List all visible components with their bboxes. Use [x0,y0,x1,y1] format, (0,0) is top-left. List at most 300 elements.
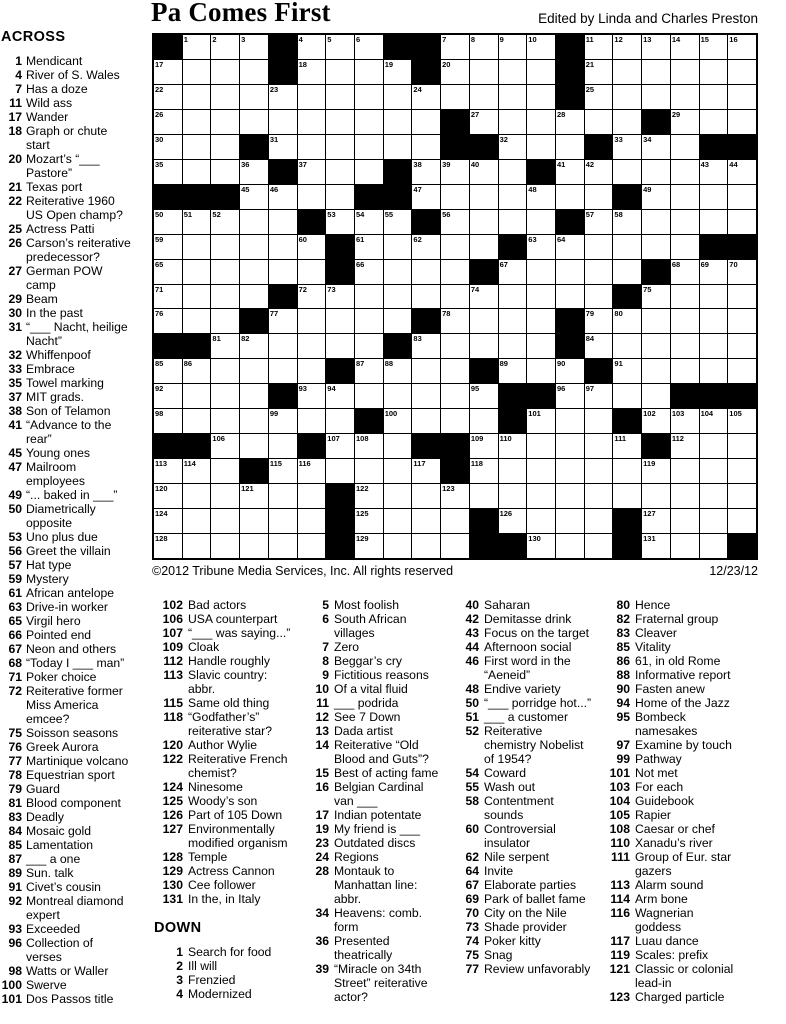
grid-cell[interactable] [240,384,268,408]
grid-cell[interactable] [585,509,613,533]
grid-cell[interactable] [499,509,527,533]
grid-cell[interactable] [470,434,498,458]
grid-cell[interactable] [441,534,469,558]
grid-cell[interactable] [556,160,584,184]
grid-cell[interactable] [298,160,326,184]
grid-cell[interactable] [355,110,383,134]
grid-cell[interactable] [642,235,670,259]
grid-cell[interactable] [671,484,699,508]
grid-cell[interactable] [211,35,239,59]
grid-cell[interactable] [412,334,440,358]
grid-cell[interactable] [298,185,326,209]
grid-cell[interactable] [642,85,670,109]
grid-cell[interactable] [700,185,728,209]
grid-cell[interactable] [585,60,613,84]
grid-cell[interactable] [642,35,670,59]
grid-cell[interactable] [585,210,613,234]
grid-cell[interactable] [384,384,412,408]
grid-cell[interactable] [384,509,412,533]
grid-cell[interactable] [355,384,383,408]
grid-cell[interactable] [412,384,440,408]
grid-cell[interactable] [412,185,440,209]
grid-cell[interactable] [671,334,699,358]
grid-cell[interactable] [728,359,756,383]
grid-cell[interactable] [470,60,498,84]
grid-cell[interactable] [585,384,613,408]
grid-cell[interactable] [671,359,699,383]
grid-cell[interactable] [269,434,297,458]
grid-cell[interactable] [441,85,469,109]
grid-cell[interactable] [384,359,412,383]
grid-cell[interactable] [154,135,182,159]
grid-cell[interactable] [499,185,527,209]
grid-cell[interactable] [240,434,268,458]
grid-cell[interactable] [412,534,440,558]
grid-cell[interactable] [499,85,527,109]
grid-cell[interactable] [384,235,412,259]
grid-cell[interactable] [700,160,728,184]
grid-cell[interactable] [355,534,383,558]
grid-cell[interactable] [642,334,670,358]
grid-cell[interactable] [556,434,584,458]
grid-cell[interactable] [240,235,268,259]
grid-cell[interactable] [527,484,555,508]
grid-cell[interactable] [556,409,584,433]
grid-cell[interactable] [269,85,297,109]
grid-cell[interactable] [585,334,613,358]
grid-cell[interactable] [556,509,584,533]
grid-cell[interactable] [527,359,555,383]
grid-cell[interactable] [211,285,239,309]
grid-cell[interactable] [671,135,699,159]
grid-cell[interactable] [240,210,268,234]
grid-cell[interactable] [441,309,469,333]
grid-cell[interactable] [355,260,383,284]
grid-cell[interactable] [728,334,756,358]
grid-cell[interactable] [671,210,699,234]
grid-cell[interactable] [412,85,440,109]
grid-cell[interactable] [613,110,641,134]
grid-cell[interactable] [728,210,756,234]
grid-cell[interactable] [269,309,297,333]
grid-cell[interactable] [700,334,728,358]
grid-cell[interactable] [183,110,211,134]
grid-cell[interactable] [441,334,469,358]
grid-cell[interactable] [671,235,699,259]
grid-cell[interactable] [183,235,211,259]
grid-cell[interactable] [441,409,469,433]
grid-cell[interactable] [326,334,354,358]
grid-cell[interactable] [154,509,182,533]
grid-cell[interactable] [412,135,440,159]
grid-cell[interactable] [499,459,527,483]
grid-cell[interactable] [240,35,268,59]
grid-cell[interactable] [585,534,613,558]
grid-cell[interactable] [527,235,555,259]
grid-cell[interactable] [240,260,268,284]
grid-cell[interactable] [470,459,498,483]
grid-cell[interactable] [355,509,383,533]
grid-cell[interactable] [183,135,211,159]
grid-cell[interactable] [154,260,182,284]
grid-cell[interactable] [527,185,555,209]
grid-cell[interactable] [412,359,440,383]
grid-cell[interactable] [154,359,182,383]
grid-cell[interactable] [154,309,182,333]
grid-cell[interactable] [211,409,239,433]
grid-cell[interactable] [671,459,699,483]
grid-cell[interactable] [298,135,326,159]
grid-cell[interactable] [326,459,354,483]
grid-cell[interactable] [728,185,756,209]
grid-cell[interactable] [154,534,182,558]
grid-cell[interactable] [154,459,182,483]
grid-cell[interactable] [527,110,555,134]
grid-cell[interactable] [412,285,440,309]
grid-cell[interactable] [499,260,527,284]
grid-cell[interactable] [326,160,354,184]
grid-cell[interactable] [671,35,699,59]
grid-cell[interactable] [700,359,728,383]
grid-cell[interactable] [298,60,326,84]
grid-cell[interactable] [183,384,211,408]
grid-cell[interactable] [211,60,239,84]
grid-cell[interactable] [355,60,383,84]
grid-cell[interactable] [700,509,728,533]
grid-cell[interactable] [470,110,498,134]
grid-cell[interactable] [355,135,383,159]
grid-cell[interactable] [499,135,527,159]
grid-cell[interactable] [298,35,326,59]
grid-cell[interactable] [384,85,412,109]
grid-cell[interactable] [585,185,613,209]
grid-cell[interactable] [441,160,469,184]
grid-cell[interactable] [642,509,670,533]
grid-cell[interactable] [700,309,728,333]
grid-cell[interactable] [355,35,383,59]
grid-cell[interactable] [671,260,699,284]
grid-cell[interactable] [441,484,469,508]
grid-cell[interactable] [269,260,297,284]
grid-cell[interactable] [355,160,383,184]
grid-cell[interactable] [671,409,699,433]
grid-cell[interactable] [211,534,239,558]
grid-cell[interactable] [211,384,239,408]
grid-cell[interactable] [384,60,412,84]
grid-cell[interactable] [326,434,354,458]
grid-cell[interactable] [642,409,670,433]
grid-cell[interactable] [585,35,613,59]
grid-cell[interactable] [613,334,641,358]
grid-cell[interactable] [211,260,239,284]
grid-cell[interactable] [211,235,239,259]
grid-cell[interactable] [441,185,469,209]
grid-cell[interactable] [441,509,469,533]
grid-cell[interactable] [585,85,613,109]
grid-cell[interactable] [240,60,268,84]
grid-cell[interactable] [384,309,412,333]
grid-cell[interactable] [556,534,584,558]
grid-cell[interactable] [700,260,728,284]
grid-cell[interactable] [326,85,354,109]
grid-cell[interactable] [700,285,728,309]
grid-cell[interactable] [240,110,268,134]
grid-cell[interactable] [355,235,383,259]
grid-cell[interactable] [613,359,641,383]
grid-cell[interactable] [384,135,412,159]
grid-cell[interactable] [154,484,182,508]
grid-cell[interactable] [441,35,469,59]
grid-cell[interactable] [556,185,584,209]
grid-cell[interactable] [556,384,584,408]
grid-cell[interactable] [183,484,211,508]
grid-cell[interactable] [154,60,182,84]
grid-cell[interactable] [154,384,182,408]
grid-cell[interactable] [613,484,641,508]
grid-cell[interactable] [728,285,756,309]
grid-cell[interactable] [613,35,641,59]
grid-cell[interactable] [470,35,498,59]
grid-cell[interactable] [269,334,297,358]
grid-cell[interactable] [298,235,326,259]
grid-cell[interactable] [642,384,670,408]
grid-cell[interactable] [326,210,354,234]
grid-cell[interactable] [700,434,728,458]
grid-cell[interactable] [499,334,527,358]
grid-cell[interactable] [240,160,268,184]
grid-cell[interactable] [527,534,555,558]
grid-cell[interactable] [556,235,584,259]
grid-cell[interactable] [642,60,670,84]
grid-cell[interactable] [470,285,498,309]
grid-cell[interactable] [642,160,670,184]
grid-cell[interactable] [412,160,440,184]
grid-cell[interactable] [585,484,613,508]
grid-cell[interactable] [499,160,527,184]
grid-cell[interactable] [298,534,326,558]
grid-cell[interactable] [671,160,699,184]
grid-cell[interactable] [183,309,211,333]
grid-cell[interactable] [441,60,469,84]
grid-cell[interactable] [642,285,670,309]
grid-cell[interactable] [671,185,699,209]
grid-cell[interactable] [700,459,728,483]
grid-cell[interactable] [326,309,354,333]
grid-cell[interactable] [556,359,584,383]
grid-cell[interactable] [154,235,182,259]
grid-cell[interactable] [211,135,239,159]
grid-cell[interactable] [326,185,354,209]
grid-cell[interactable] [613,434,641,458]
grid-cell[interactable] [585,160,613,184]
grid-cell[interactable] [671,309,699,333]
grid-cell[interactable] [642,185,670,209]
grid-cell[interactable] [613,135,641,159]
grid-cell[interactable] [585,459,613,483]
grid-cell[interactable] [240,285,268,309]
grid-cell[interactable] [527,260,555,284]
grid-cell[interactable] [412,484,440,508]
grid-cell[interactable] [700,534,728,558]
grid-cell[interactable] [527,409,555,433]
grid-cell[interactable] [269,135,297,159]
grid-cell[interactable] [585,235,613,259]
grid-cell[interactable] [700,484,728,508]
grid-cell[interactable] [355,459,383,483]
grid-cell[interactable] [412,235,440,259]
grid-cell[interactable] [671,434,699,458]
grid-cell[interactable] [183,260,211,284]
grid-cell[interactable] [585,285,613,309]
grid-cell[interactable] [384,409,412,433]
grid-cell[interactable] [642,459,670,483]
grid-cell[interactable] [556,285,584,309]
grid-cell[interactable] [527,135,555,159]
grid-cell[interactable] [470,484,498,508]
grid-cell[interactable] [700,60,728,84]
grid-cell[interactable] [671,60,699,84]
grid-cell[interactable] [470,210,498,234]
grid-cell[interactable] [700,85,728,109]
grid-cell[interactable] [183,60,211,84]
grid-cell[interactable] [240,409,268,433]
grid-cell[interactable] [527,35,555,59]
grid-cell[interactable] [326,135,354,159]
grid-cell[interactable] [728,60,756,84]
grid-cell[interactable] [326,384,354,408]
grid-cell[interactable] [728,260,756,284]
grid-cell[interactable] [326,35,354,59]
grid-cell[interactable] [183,459,211,483]
grid-cell[interactable] [700,210,728,234]
grid-cell[interactable] [240,484,268,508]
grid-cell[interactable] [728,434,756,458]
grid-cell[interactable] [441,235,469,259]
grid-cell[interactable] [384,210,412,234]
grid-cell[interactable] [556,484,584,508]
grid-cell[interactable] [211,309,239,333]
grid-cell[interactable] [671,110,699,134]
grid-cell[interactable] [154,210,182,234]
grid-cell[interactable] [298,459,326,483]
grid-cell[interactable] [527,434,555,458]
grid-cell[interactable] [298,359,326,383]
grid-cell[interactable] [412,110,440,134]
grid-cell[interactable] [326,285,354,309]
grid-cell[interactable] [298,110,326,134]
grid-cell[interactable] [613,459,641,483]
grid-cell[interactable] [269,484,297,508]
grid-cell[interactable] [211,110,239,134]
grid-cell[interactable] [384,285,412,309]
grid-cell[interactable] [613,384,641,408]
grid-cell[interactable] [556,135,584,159]
grid-cell[interactable] [154,409,182,433]
grid-cell[interactable] [154,285,182,309]
grid-cell[interactable] [183,359,211,383]
grid-cell[interactable] [527,509,555,533]
grid-cell[interactable] [269,534,297,558]
grid-cell[interactable] [671,285,699,309]
grid-cell[interactable] [470,309,498,333]
grid-cell[interactable] [441,260,469,284]
grid-cell[interactable] [470,185,498,209]
grid-cell[interactable] [326,409,354,433]
grid-cell[interactable] [384,260,412,284]
grid-cell[interactable] [355,484,383,508]
grid-cell[interactable] [355,85,383,109]
grid-cell[interactable] [470,235,498,259]
grid-cell[interactable] [183,409,211,433]
grid-cell[interactable] [183,160,211,184]
grid-cell[interactable] [499,359,527,383]
grid-cell[interactable] [355,434,383,458]
grid-cell[interactable] [298,85,326,109]
grid-cell[interactable] [384,110,412,134]
grid-cell[interactable] [384,459,412,483]
grid-cell[interactable] [211,459,239,483]
grid-cell[interactable] [728,35,756,59]
grid-cell[interactable] [240,334,268,358]
grid-cell[interactable] [728,110,756,134]
grid-cell[interactable] [556,459,584,483]
grid-cell[interactable] [613,60,641,84]
grid-cell[interactable] [527,210,555,234]
grid-cell[interactable] [412,459,440,483]
grid-cell[interactable] [355,210,383,234]
grid-cell[interactable] [384,534,412,558]
grid-cell[interactable] [183,85,211,109]
grid-cell[interactable] [700,409,728,433]
grid-cell[interactable] [211,160,239,184]
grid-cell[interactable] [642,135,670,159]
grid-cell[interactable] [527,85,555,109]
grid-cell[interactable] [499,309,527,333]
grid-cell[interactable] [183,534,211,558]
grid-cell[interactable] [556,110,584,134]
grid-cell[interactable] [412,260,440,284]
grid-cell[interactable] [499,110,527,134]
grid-cell[interactable] [671,534,699,558]
grid-cell[interactable] [183,210,211,234]
grid-cell[interactable] [642,534,670,558]
grid-cell[interactable] [527,334,555,358]
grid-cell[interactable] [298,484,326,508]
grid-cell[interactable] [211,484,239,508]
grid-cell[interactable] [585,409,613,433]
grid-cell[interactable] [384,484,412,508]
grid-cell[interactable] [642,359,670,383]
grid-cell[interactable] [326,60,354,84]
grid-cell[interactable] [728,484,756,508]
grid-cell[interactable] [642,309,670,333]
grid-cell[interactable] [441,384,469,408]
grid-cell[interactable] [269,185,297,209]
grid-cell[interactable] [154,110,182,134]
grid-cell[interactable] [642,210,670,234]
grid-cell[interactable] [470,409,498,433]
grid-cell[interactable] [613,210,641,234]
grid-cell[interactable] [728,409,756,433]
grid-cell[interactable] [527,285,555,309]
grid-cell[interactable] [240,509,268,533]
grid-cell[interactable] [499,60,527,84]
grid-cell[interactable] [585,260,613,284]
grid-cell[interactable] [211,359,239,383]
grid-cell[interactable] [499,35,527,59]
grid-cell[interactable] [499,210,527,234]
grid-cell[interactable] [728,509,756,533]
